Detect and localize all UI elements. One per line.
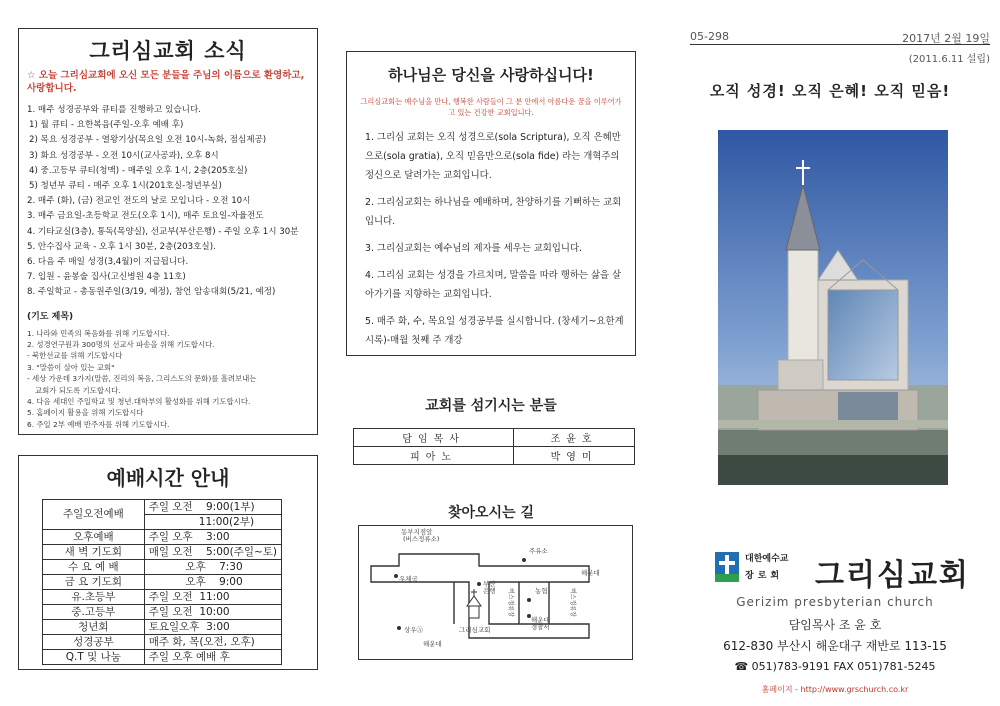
servers-table — [353, 428, 635, 465]
prayer-item: 4. 다음 세대인 주일학교 및 청년.대학부의 활성화를 위해 기도합시다. — [27, 397, 251, 407]
english-name: Gerizim presbyterian church — [736, 595, 934, 609]
directions-title: 찾아오시는 길 — [447, 505, 535, 521]
prayer-item: 교회가 되도록 기도합시다. — [35, 385, 121, 395]
church-news-box — [18, 28, 318, 435]
service-name: 오후예배 — [43, 530, 145, 545]
service-name: 유.초등부 — [43, 590, 145, 605]
creed-item: 1. 그리심 교회는 오직 성경으로(sola Scriptura), 오직 은혜만으로(sola gratia), 오직 믿음만으로(sola fide) 라는 개혁주의 정신으로 달려가는 교회입니다. — [365, 132, 621, 181]
map-label-busstop: 버스정류장 — [507, 588, 514, 617]
map-label-busstop: 버스정류장 — [569, 588, 576, 617]
header-divider — [690, 44, 990, 45]
church-name: 그리심교회 — [815, 558, 970, 593]
service-time: 주일 오전 9:00(1부) — [144, 500, 281, 515]
table-row — [43, 605, 282, 620]
prayer-item: 5. 홈페이지 활용을 위해 기도합시다 — [27, 408, 144, 418]
servers-title: 교회를 섬기시는 분들 — [425, 398, 557, 414]
bank-marker — [477, 582, 481, 586]
love-subtitle: 그리심교회는 예수님을 만나, 행복한 사람들이 그 분 안에서 아름다운 꿈을 이루어가고 있는 건강한 교회입니다. — [360, 97, 622, 117]
news-item: 3. 매주 금요일-초등학교 전도(오후 1시), 매주 토요일-자율전도 — [27, 211, 264, 222]
prayer-item: - 세상 가운데 3가지(말씀, 진리의 복음, 그리스도의 문화)를 흘려보내는 — [27, 374, 257, 384]
service-name: 성경공부 — [43, 635, 145, 650]
cross-logo-icon — [715, 552, 739, 582]
directions-map — [358, 525, 633, 660]
map-label-gas: 주유소 — [529, 547, 548, 555]
news-item: 6. 다음 주 매일 성경(3,4월)이 지급됩니다. — [27, 257, 189, 268]
news-item: 5) 청년부 큐티 - 매주 오후 1시(201호실-청년부실) — [29, 181, 222, 192]
service-name: 중.고등부 — [43, 605, 145, 620]
map-label-haeundae-2: 해운대 — [423, 640, 442, 648]
map-label-bank: 부산 은행 — [483, 580, 496, 595]
church-building-image — [718, 130, 948, 485]
server-name: 조윤호 — [514, 429, 635, 447]
prayer-item: 1. 나라와 민족의 복음화를 위해 기도합시다. — [27, 328, 170, 338]
worship-title: 예배시간 안내 — [106, 466, 230, 490]
police-marker — [527, 614, 531, 618]
table-row — [354, 447, 635, 465]
news-list — [27, 103, 309, 301]
denomination-bottom: 장로회 — [745, 571, 784, 581]
news-item: 1. 매주 성경공부와 큐티를 진행하고 있습니다. — [27, 105, 202, 115]
service-time: 11:00(2부) — [144, 515, 281, 530]
map-svg — [359, 526, 631, 658]
table-row — [43, 545, 282, 560]
table-row — [43, 500, 282, 515]
map-label-haeundae: 해운대 — [581, 569, 600, 577]
established-date: (2011.6.11 설립) — [908, 54, 990, 65]
issue-date: 2017년 2월 19일 — [902, 32, 990, 45]
table-row — [43, 620, 282, 635]
news-item: 4) 중.고등부 큐티(청맥) - 매주일 오후 1시, 2층(205호실) — [29, 165, 248, 176]
map-label-nonghyup: 농협 — [535, 587, 548, 595]
server-role: 담임목사 — [354, 429, 514, 447]
pastor-line: 담임목사 조 윤 호 — [788, 618, 882, 632]
homepage-link[interactable]: 홈페이지 - http://www.grschurch.co.kr — [761, 685, 909, 694]
news-item: 8. 주일학교 - 총동원주일(3/19, 예정), 참언 암송대회(5/21, 예정) — [27, 287, 276, 298]
nonghyup-marker — [527, 598, 531, 602]
service-name: Q.T 및 나눔 — [43, 650, 145, 665]
denomination-top: 대한예수교 — [745, 554, 789, 564]
prayer-item: 3. "말씀이 살아 있는 교회" — [27, 362, 115, 372]
table-row — [43, 590, 282, 605]
creed-item: 3. 그리심교회는 예수님의 제자를 세우는 교회입니다. — [365, 243, 583, 254]
creed-item: 2. 그리심교회는 하나님을 예배하며, 찬양하기를 기뻐하는 교회입니다. — [365, 197, 622, 227]
service-time: 오후 7:30 — [144, 560, 281, 575]
worship-schedule-box — [18, 455, 318, 670]
map-label-post: 우체국 — [399, 575, 418, 583]
service-time: 오후 9:00 — [144, 575, 281, 590]
map-label-police: 해운대 경찰서 — [531, 616, 550, 631]
table-row — [43, 635, 282, 650]
worship-table — [42, 499, 282, 665]
server-name: 박영미 — [514, 447, 635, 465]
map-label-sangwoo: 상우Ⓐ — [404, 626, 424, 634]
address: 612-830 부산시 해운대구 재반로 113-15 — [723, 639, 947, 653]
server-role: 피아노 — [354, 447, 514, 465]
service-name: 금 요 기도회 — [43, 575, 145, 590]
love-title: 하나님은 당신을 사랑하십니다! — [388, 66, 594, 84]
table-row — [43, 575, 282, 590]
service-time: 매일 오전 5:00(주일~토) — [144, 545, 281, 560]
news-item: 7. 입원 - 윤봉술 집사(고신병원 4층 11호) — [27, 272, 186, 283]
prayer-title: (기도 제목) — [27, 311, 74, 322]
table-row — [43, 560, 282, 575]
prayer-item: - 북한선교를 위해 기도합시다 — [27, 351, 123, 361]
table-row — [43, 530, 282, 545]
news-item: 2. 매주 (화), (금) 전교인 전도의 날로 모입니다 - 오전 10시 — [27, 196, 251, 207]
service-time: 주일 오전 11:00 — [144, 590, 281, 605]
prayer-item: 2. 성경연구원과 300명의 선교사 파송을 위해 기도합시다. — [27, 340, 215, 350]
creed-item: 4. 그리심 교회는 성경을 가르치며, 말씀을 따라 행하는 삶을 살아가기를 지향하는 교회입니다. — [365, 270, 622, 300]
map-label-church: 그리심교회 — [459, 626, 491, 634]
news-intro: ☆ 오늘 그리심교회에 오신 모든 분들을 주님의 이름으로 환영하고, 사랑합니다. — [27, 70, 305, 94]
news-item: 1) 월 큐티 - 요한복음(주일-오후 예배 후) — [29, 120, 184, 131]
service-time: 주일 오후 3:00 — [144, 530, 281, 545]
gas-marker — [522, 558, 526, 562]
phone-fax: ☎ 051)783-9191 FAX 051)781-5245 — [734, 660, 936, 673]
sangwoo-marker — [397, 626, 401, 630]
issue-number: 05-298 — [690, 30, 729, 43]
service-name: 새 벽 기도회 — [43, 545, 145, 560]
god-loves-you-box — [346, 51, 636, 356]
post-marker — [394, 574, 398, 578]
news-item: 2) 목요 성경공부 - 열왕기상(목요일 오전 10시-녹화, 점심제공) — [29, 135, 267, 146]
motto: 오직 성경! 오직 은혜! 오직 믿음! — [709, 82, 951, 100]
service-name: 수 요 예 배 — [43, 560, 145, 575]
service-time: 주일 오전 10:00 — [144, 605, 281, 620]
service-time: 토요일오후 3:00 — [144, 620, 281, 635]
service-name: 청년회 — [43, 620, 145, 635]
table-row — [43, 650, 282, 665]
news-item: 4. 기타교실(3층), 통독(목양실), 선교부(부산은행) - 주일 오후 1시 30분 — [27, 226, 299, 237]
service-time: 매주 화, 목(오전, 오후) — [144, 635, 281, 650]
service-time: 주일 오후 예배 후 — [144, 650, 281, 665]
creed-item: 5. 매주 화, 수, 목요일 성경공부를 실시합니다. (창세기~요한계시록)-매월 첫째 주 개강 — [365, 316, 624, 346]
prayer-item: 6. 주일 2부 예배 반주자를 위해 기도합시다. — [27, 419, 170, 429]
news-item: 3) 화요 성경공부 - 오전 10시(교사공과), 오후 8시 — [29, 150, 219, 161]
service-name: 주일오전예배 — [43, 500, 145, 530]
prayer-list — [27, 328, 309, 431]
news-title: 그리심교회 소식 — [89, 39, 247, 63]
table-row — [354, 429, 635, 447]
map-label-bus: 동부지점앞 (버스정류소) — [401, 528, 440, 543]
church-logo — [715, 548, 985, 593]
news-item: 5. 안수집사 교육 - 오후 1시 30분, 2층(203호실). — [27, 241, 216, 252]
